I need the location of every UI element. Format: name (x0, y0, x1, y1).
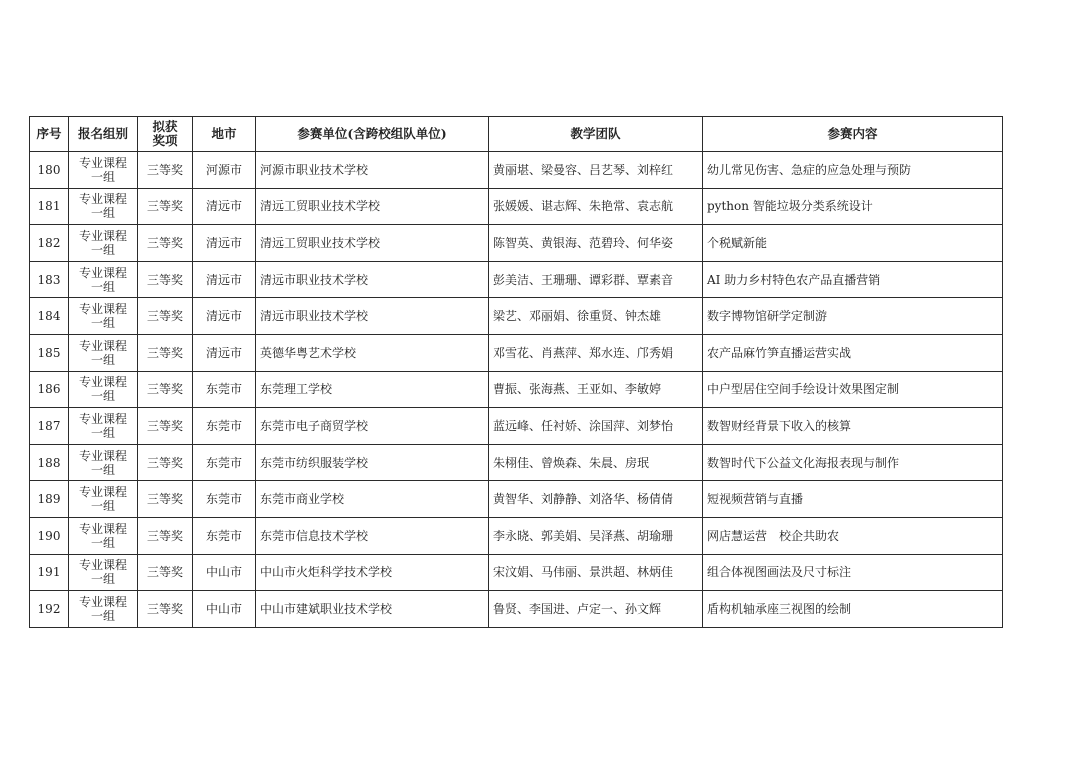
group-line2: 一组 (90, 462, 115, 477)
header-city: 地市 (193, 117, 256, 152)
cell-group (69, 152, 138, 189)
cell-unit: 中山市火炬科学技术学校 (256, 554, 489, 591)
cell-team: 邓雪花、肖燕萍、郑水连、邝秀娟 (489, 334, 703, 371)
table-row (30, 152, 1003, 189)
cell-unit: 清远工贸职业技术学校 (256, 225, 489, 262)
cell-unit: 英德华粤艺术学校 (256, 334, 489, 371)
cell-seq: 180 (30, 152, 69, 189)
cell-award: 三等奖 (138, 261, 193, 298)
cell-unit: 清远市职业技术学校 (256, 298, 489, 335)
cell-city: 中山市 (193, 591, 256, 628)
group-line1: 专业课程 (78, 375, 127, 390)
table-header (30, 117, 1003, 152)
group-line1: 专业课程 (78, 265, 127, 280)
table-body (30, 152, 1003, 628)
cell-award: 三等奖 (138, 591, 193, 628)
table-row (30, 298, 1003, 335)
cell-city: 清远市 (193, 225, 256, 262)
cell-team: 宋汶娟、马伟丽、景洪超、林炳佳 (489, 554, 703, 591)
table-row (30, 334, 1003, 371)
cell-content: python 智能垃圾分类系统设计 (703, 188, 1003, 225)
group-line1: 专业课程 (78, 558, 127, 573)
group-line1: 专业课程 (78, 302, 127, 317)
cell-team: 黄智华、刘静静、刘洛华、杨倩倩 (489, 481, 703, 518)
header-team: 教学团队 (489, 117, 703, 152)
cell-award: 三等奖 (138, 554, 193, 591)
cell-content: 数字博物馆研学定制游 (703, 298, 1003, 335)
cell-city: 中山市 (193, 554, 256, 591)
cell-seq: 189 (30, 481, 69, 518)
cell-group (69, 444, 138, 481)
cell-award: 三等奖 (138, 444, 193, 481)
cell-group (69, 371, 138, 408)
group-line2: 一组 (90, 352, 115, 367)
group-line2: 一组 (90, 316, 115, 331)
group-line1: 专业课程 (78, 228, 127, 243)
cell-group (69, 261, 138, 298)
cell-seq: 188 (30, 444, 69, 481)
cell-unit: 河源市职业技术学校 (256, 152, 489, 189)
cell-unit: 清远市职业技术学校 (256, 261, 489, 298)
cell-city: 东莞市 (193, 444, 256, 481)
cell-unit: 东莞市商业学校 (256, 481, 489, 518)
cell-team: 曹振、张海燕、王亚如、李敏婷 (489, 371, 703, 408)
cell-group (69, 225, 138, 262)
cell-award: 三等奖 (138, 371, 193, 408)
cell-seq: 181 (30, 188, 69, 225)
cell-team: 彭美洁、王珊珊、谭彩群、覃素音 (489, 261, 703, 298)
cell-award: 三等奖 (138, 188, 193, 225)
cell-seq: 190 (30, 517, 69, 554)
cell-award: 三等奖 (138, 152, 193, 189)
group-line1: 专业课程 (78, 155, 127, 170)
cell-award: 三等奖 (138, 481, 193, 518)
cell-unit: 东莞市信息技术学校 (256, 517, 489, 554)
cell-team: 梁艺、邓丽娟、徐重贤、钟杰雄 (489, 298, 703, 335)
group-line2: 一组 (90, 206, 115, 221)
table-row (30, 188, 1003, 225)
group-line2: 一组 (90, 572, 115, 587)
group-line2: 一组 (90, 242, 115, 257)
cell-unit: 东莞市电子商贸学校 (256, 408, 489, 445)
cell-team: 李永晓、郭美娟、吴泽燕、胡瑜珊 (489, 517, 703, 554)
header-row (30, 117, 1003, 152)
group-line1: 专业课程 (78, 594, 127, 609)
cell-group (69, 298, 138, 335)
table-row (30, 554, 1003, 591)
cell-content: 组合体视图画法及尺寸标注 (703, 554, 1003, 591)
cell-city: 清远市 (193, 261, 256, 298)
cell-award: 三等奖 (138, 225, 193, 262)
cell-city: 清远市 (193, 298, 256, 335)
cell-award: 三等奖 (138, 298, 193, 335)
table-row (30, 261, 1003, 298)
cell-unit: 东莞市纺织服装学校 (256, 444, 489, 481)
group-line2: 一组 (90, 279, 115, 294)
group-line2: 一组 (90, 169, 115, 184)
cell-content: 中户型居住空间手绘设计效果图定制 (703, 371, 1003, 408)
cell-seq: 191 (30, 554, 69, 591)
cell-team: 蓝远峰、任衬娇、涂国萍、刘梦怡 (489, 408, 703, 445)
cell-unit: 清远工贸职业技术学校 (256, 188, 489, 225)
cell-team: 张媛媛、谌志辉、朱艳常、袁志航 (489, 188, 703, 225)
table-row (30, 444, 1003, 481)
cell-group (69, 188, 138, 225)
cell-city: 东莞市 (193, 517, 256, 554)
group-line1: 专业课程 (78, 338, 127, 353)
cell-content: AI 助力乡村特色农产品直播营销 (703, 261, 1003, 298)
header-content: 参赛内容 (703, 117, 1003, 152)
cell-content: 幼儿常见伤害、急症的应急处理与预防 (703, 152, 1003, 189)
group-line1: 专业课程 (78, 448, 127, 463)
cell-content: 网店慧运营 校企共助农 (703, 517, 1003, 554)
cell-seq: 185 (30, 334, 69, 371)
table-row (30, 225, 1003, 262)
cell-seq: 183 (30, 261, 69, 298)
cell-seq: 187 (30, 408, 69, 445)
group-line2: 一组 (90, 389, 115, 404)
cell-content: 盾构机轴承座三视图的绘制 (703, 591, 1003, 628)
group-line2: 一组 (90, 499, 115, 514)
cell-group (69, 554, 138, 591)
cell-team: 陈智英、黄银海、范碧玲、何华姿 (489, 225, 703, 262)
cell-unit: 东莞理工学校 (256, 371, 489, 408)
cell-award: 三等奖 (138, 334, 193, 371)
cell-group (69, 591, 138, 628)
cell-city: 河源市 (193, 152, 256, 189)
cell-content: 数智时代下公益文化海报表现与制作 (703, 444, 1003, 481)
cell-content: 农产品麻竹笋直播运营实战 (703, 334, 1003, 371)
group-line1: 专业课程 (78, 485, 127, 500)
cell-city: 清远市 (193, 188, 256, 225)
cell-team: 朱栩佳、曾焕森、朱晨、房珉 (489, 444, 703, 481)
cell-group (69, 334, 138, 371)
cell-seq: 182 (30, 225, 69, 262)
cell-team: 黄丽堪、梁曼容、吕艺琴、刘梓红 (489, 152, 703, 189)
cell-city: 清远市 (193, 334, 256, 371)
header-seq: 序号 (30, 117, 69, 152)
award-table (29, 116, 1003, 628)
table-row (30, 481, 1003, 518)
cell-unit: 中山市建斌职业技术学校 (256, 591, 489, 628)
table-row (30, 371, 1003, 408)
group-line1: 专业课程 (78, 521, 127, 536)
cell-group (69, 481, 138, 518)
group-line1: 专业课程 (78, 192, 127, 207)
header-award-line2: 奖项 (152, 133, 178, 148)
table-row (30, 517, 1003, 554)
cell-content: 个税赋新能 (703, 225, 1003, 262)
cell-seq: 186 (30, 371, 69, 408)
cell-team: 鲁贤、李国进、卢定一、孙文辉 (489, 591, 703, 628)
cell-award: 三等奖 (138, 408, 193, 445)
cell-city: 东莞市 (193, 481, 256, 518)
cell-city: 东莞市 (193, 408, 256, 445)
header-award (138, 117, 193, 152)
cell-content: 短视频营销与直播 (703, 481, 1003, 518)
group-line1: 专业课程 (78, 411, 127, 426)
header-unit: 参赛单位(含跨校组队单位) (256, 117, 489, 152)
group-line2: 一组 (90, 425, 115, 440)
cell-city: 东莞市 (193, 371, 256, 408)
cell-award: 三等奖 (138, 517, 193, 554)
group-line2: 一组 (90, 535, 115, 550)
cell-content: 数智财经背景下收入的核算 (703, 408, 1003, 445)
cell-group (69, 517, 138, 554)
cell-seq: 184 (30, 298, 69, 335)
group-line2: 一组 (90, 608, 115, 623)
table-row (30, 408, 1003, 445)
cell-group (69, 408, 138, 445)
table-row (30, 591, 1003, 628)
header-award-line1: 拟获 (152, 119, 178, 134)
cell-seq: 192 (30, 591, 69, 628)
header-group: 报名组别 (69, 117, 138, 152)
